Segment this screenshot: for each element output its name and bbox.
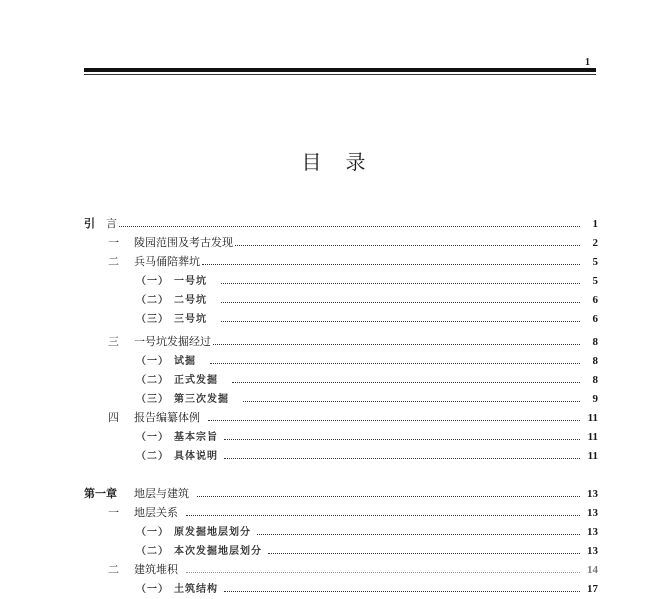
toc-entry[interactable]: [84, 580, 598, 599]
leader-dots: [224, 438, 580, 440]
toc-entry-page: 5: [592, 256, 598, 268]
toc-entry-page: 13: [587, 526, 598, 538]
toc-entry[interactable]: [84, 310, 598, 329]
toc-chapter-entry[interactable]: [84, 485, 598, 504]
leader-dots: [202, 263, 580, 265]
toc-entry-page: 13: [587, 545, 598, 557]
leader-dots: [235, 244, 580, 246]
toc-entry-page: 17: [587, 583, 598, 595]
toc-entry-number: （一）: [136, 527, 169, 538]
toc-entry-number: 引: [84, 217, 95, 230]
toc-entry[interactable]: [84, 504, 598, 523]
leader-dots: [221, 282, 580, 284]
leader-dots: [208, 419, 580, 421]
toc-entry-number: （一）: [136, 276, 169, 287]
toc-entry[interactable]: [84, 371, 598, 390]
toc-entry-page: 6: [592, 294, 598, 306]
toc-entry-number: 二: [108, 563, 119, 576]
leader-dots: [119, 225, 580, 227]
header-rule-thick: [84, 68, 596, 72]
page-title-text: 目录: [301, 150, 390, 174]
toc-entry[interactable]: [84, 291, 598, 310]
toc-entry-label: 一号坑: [174, 276, 207, 287]
toc-entry-number: （二）: [136, 546, 169, 557]
page-title: [0, 146, 667, 175]
toc-entry-page: 11: [587, 450, 598, 462]
header-page-number: 1: [585, 57, 590, 68]
toc-entry-page: 8: [592, 355, 598, 367]
toc-entry-label: 土筑结构: [174, 584, 218, 595]
toc-entry-number: （一）: [136, 584, 169, 595]
toc-entry-number: （二）: [136, 451, 169, 462]
toc-entry[interactable]: [84, 542, 598, 561]
toc-entry-page: 8: [592, 336, 598, 348]
toc-entry-page: 13: [587, 488, 598, 500]
toc-entry-label: 地层关系: [134, 506, 178, 519]
toc-entry-label: 陵园范围及考古发现: [134, 236, 233, 249]
toc-entry[interactable]: [84, 409, 598, 428]
toc-entry-page: 14: [587, 564, 598, 576]
toc-entry-page: 13: [587, 507, 598, 519]
toc-entry-page: 9: [592, 393, 598, 405]
toc-entry[interactable]: [84, 561, 598, 580]
leader-dots: [243, 400, 580, 402]
leader-dots: [221, 301, 580, 303]
leader-dots: [232, 381, 580, 383]
toc-entry-label: 言: [106, 217, 117, 230]
toc-entry-number: 三: [108, 335, 119, 348]
leader-dots: [186, 571, 580, 573]
toc-entry[interactable]: [84, 253, 598, 272]
leader-dots: [210, 362, 580, 364]
leader-dots: [224, 590, 580, 592]
toc-entry[interactable]: [84, 390, 598, 409]
toc-entry[interactable]: [84, 447, 598, 466]
toc-entry-page: 11: [587, 431, 598, 443]
toc-entry[interactable]: [84, 523, 598, 542]
toc-entry-page: 11: [587, 412, 598, 424]
header-rule-thin: [84, 74, 596, 75]
toc-entry[interactable]: [84, 428, 598, 447]
toc-entry-label: 原发掘地层划分: [174, 527, 251, 538]
toc-entry-label: 报告编纂体例: [134, 411, 200, 424]
toc-entry-label: 地层与建筑: [134, 487, 189, 500]
toc-entry-label: 试掘: [174, 356, 196, 367]
toc-entry-number: （二）: [136, 295, 169, 306]
toc-entry-number: （二）: [136, 375, 169, 386]
toc-entry-number: 第一章: [84, 487, 117, 500]
toc-entry-number: （一）: [136, 356, 169, 367]
toc-entry-page: 6: [592, 313, 598, 325]
leader-dots: [213, 343, 580, 345]
toc-entry-label: 本次发掘地层划分: [174, 546, 262, 557]
toc-entry-label: 具体说明: [174, 451, 218, 462]
toc-entry-page: 2: [592, 237, 598, 249]
toc-entry-number: 一: [108, 236, 119, 249]
toc-entry-number: 一: [108, 506, 119, 519]
toc-entry-number: （三）: [136, 314, 169, 325]
toc-entry-number: 二: [108, 255, 119, 268]
toc-entry[interactable]: [84, 333, 598, 352]
toc-entry-number: 四: [108, 411, 119, 424]
toc-entry-label: 一号坑发掘经过: [134, 335, 211, 348]
leader-dots: [257, 533, 580, 535]
leader-dots: [197, 495, 580, 497]
toc-entry-label: 三号坑: [174, 314, 207, 325]
toc-entry[interactable]: [84, 215, 598, 234]
toc-entry-label: 正式发掘: [174, 375, 218, 386]
toc-entry-label: 兵马俑陪葬坑: [134, 255, 200, 268]
leader-dots: [186, 514, 580, 516]
leader-dots: [221, 320, 580, 322]
toc-entry[interactable]: [84, 234, 598, 253]
toc-entry-number: （一）: [136, 432, 169, 443]
toc-entry-page: 8: [592, 374, 598, 386]
toc-entry[interactable]: [84, 352, 598, 371]
leader-dots: [268, 552, 580, 554]
toc-entry-number: （三）: [136, 394, 169, 405]
toc-entry-label: 建筑堆积: [134, 563, 178, 576]
toc-entry[interactable]: [84, 272, 598, 291]
toc-entry-page: 5: [592, 275, 598, 287]
leader-dots: [224, 457, 580, 459]
toc-entry-label: 第三次发掘: [174, 394, 229, 405]
toc-entry-label: 基本宗旨: [174, 432, 218, 443]
toc-entry-page: 1: [592, 218, 598, 230]
toc-entry-label: 二号坑: [174, 295, 207, 306]
